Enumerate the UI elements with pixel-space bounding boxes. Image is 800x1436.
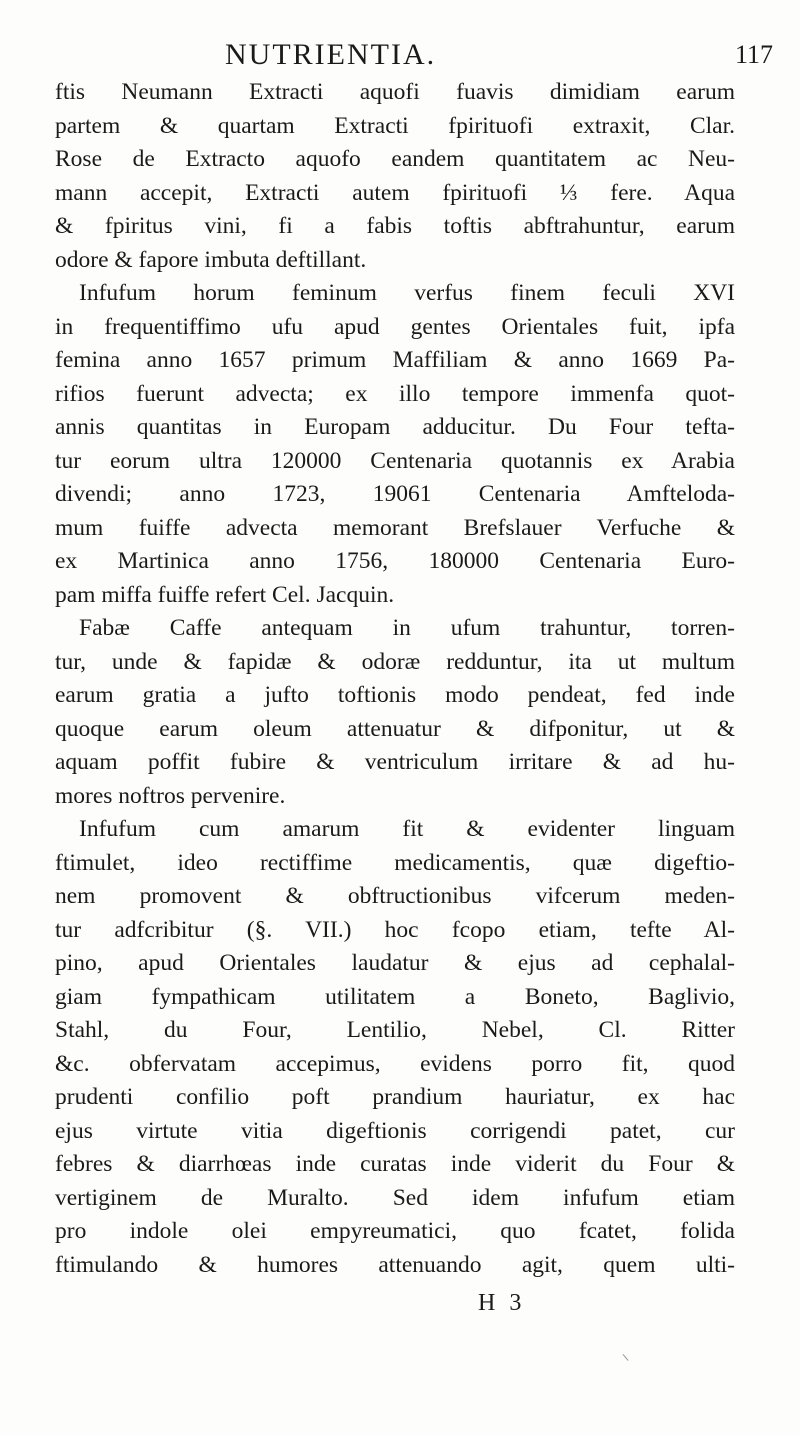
text-line: tur adfcribitur (§. VII.) hoc fcopo etiam, tefte Al- bbox=[55, 916, 735, 943]
text-line: annis quantitas in Europam adducitur. Du Four tefta- bbox=[55, 414, 735, 440]
text-line: tur eorum ultra 120000 Centenaria quotannis ex Arabia bbox=[55, 447, 735, 474]
text-line: aquam poffit fubire & ventriculum irritare & ad hu- bbox=[55, 749, 735, 775]
ink-mark bbox=[616, 1354, 628, 1366]
text-line: femina anno 1657 primum Maffiliam & anno 1669 Pa- bbox=[55, 347, 735, 373]
page-number: 117 bbox=[735, 40, 774, 69]
text-line: prudenti confilio poft prandium hauriatur, ex hac bbox=[55, 1084, 735, 1110]
text-line: rifios fuerunt advecta; ex illo tempore immenfa quot- bbox=[55, 380, 735, 407]
text-line: tur, unde & fapidæ & odoræ redduntur, ita ut multum bbox=[55, 648, 735, 675]
text-line: mores noftros pervenire. bbox=[55, 782, 286, 809]
text-line: ejus virtute vitia digeftionis corrigendi patet, cur bbox=[55, 1117, 735, 1144]
text-line: nem promovent & obftructionibus vifcerum meden- bbox=[55, 883, 735, 909]
text-line: Infufum horum feminum verfus finem feculi XVI bbox=[79, 280, 735, 306]
running-title: NUTRIENTIA. bbox=[225, 38, 437, 71]
signature-mark: H 3 bbox=[478, 1290, 526, 1316]
text-line: mann accepit, Extracti autem fpirituofi ⅓ fere. Aqua bbox=[55, 179, 735, 206]
text-line: Infufum cum amarum fit & evidenter linguam bbox=[79, 816, 735, 842]
text-line: in frequentiffimo ufu apud gentes Orientales fuit, ipfa bbox=[55, 313, 735, 340]
text-line: pino, apud Orientales laudatur & ejus ad cephalal- bbox=[55, 950, 735, 976]
text-line: divendi; anno 1723, 19061 Centenaria Amfteloda- bbox=[55, 481, 735, 507]
text-line: quoque earum oleum attenuatur & difponitur, ut & bbox=[55, 715, 735, 742]
text-line: Fabæ Caffe antequam in ufum trahuntur, torren- bbox=[79, 615, 735, 641]
running-head bbox=[0, 38, 800, 78]
text-line: odore & fapore imbuta deftillant. bbox=[55, 246, 367, 273]
text-line: ex Martinica anno 1756, 180000 Centenaria Euro- bbox=[55, 548, 735, 574]
text-line: Stahl, du Four, Lentilio, Nebel, Cl. Ritter bbox=[55, 1017, 735, 1043]
text-line: partem & quartam Extracti fpirituofi extraxit, Clar. bbox=[55, 112, 735, 139]
text-line: & fpiritus vini, fi a fabis toftis abftrahuntur, earum bbox=[55, 213, 735, 239]
text-line: febres & diarrhœas inde curatas inde viderit du Four & bbox=[55, 1151, 735, 1177]
text-line: giam fympathicam utilitatem a Boneto, Baglivio, bbox=[55, 983, 735, 1010]
text-line: pam miffa fuiffe refert Cel. Jacquin. bbox=[55, 581, 395, 608]
body-text bbox=[55, 76, 735, 1282]
text-line: &c. obfervatam accepimus, evidens porro fit, quod bbox=[55, 1050, 735, 1077]
text-line: vertiginem de Muralto. Sed idem infufum etiam bbox=[55, 1184, 735, 1211]
text-line: ftis Neumann Extracti aquofi fuavis dimidiam earum bbox=[55, 79, 735, 105]
text-line: earum gratia a jufto toftionis modo pendeat, fed inde bbox=[55, 682, 735, 708]
text-line: ftimulando & humores attenuando agit, quem ulti- bbox=[55, 1251, 735, 1278]
text-line: mum fuiffe advecta memorant Brefslauer Verfuche & bbox=[55, 514, 735, 541]
text-line: pro indole olei empyreumatici, quo fcatet, folida bbox=[55, 1218, 735, 1244]
text-line: ftimulet, ideo rectiffime medicamentis, quæ digeftio- bbox=[55, 849, 735, 876]
text-line: Rose de Extracto aquofo eandem quantitatem ac Neu- bbox=[55, 146, 735, 172]
